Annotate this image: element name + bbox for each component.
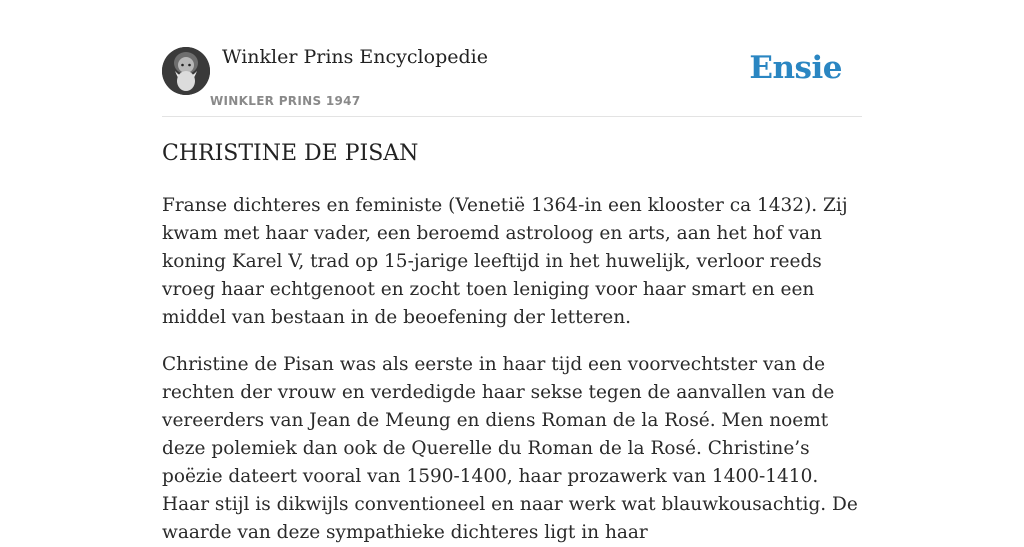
source-subtitle[interactable]: WINKLER PRINS 1947 bbox=[210, 94, 361, 108]
site-title[interactable]: Winkler Prins Encyclopedie bbox=[222, 46, 488, 68]
bearded-man-portrait-icon[interactable] bbox=[162, 47, 210, 95]
article-title: CHRISTINE DE PISAN bbox=[162, 141, 419, 166]
brand-logo[interactable]: Ensie bbox=[749, 50, 842, 86]
article-paragraph: Christine de Pisan was als eerste in haar tijd een voorvechtster van de rechten der vrouw en verdedigde haar sekse tegen de aanvallen van de vereerders van Jean de Meung en diens Roman de la Rosé. Men noemt deze polemiek dan ook de Querelle du Roman de la Rosé. Christine’s poëzie dateert vooral van 1590-1400, haar prozawerk van 1400-1410. Haar stijl is dikwijls conventioneel en naar werk wat blauwkousachtig. De waarde van deze sympathieke dichteres ligt in haar bbox=[162, 354, 858, 543]
page bbox=[162, 0, 862, 543]
article-paragraph: Franse dichteres en feministe (Venetië 1364-in een klooster ca 1432). Zij kwam met haar vader, een beroemd astroloog en arts, aan het hof van koning Karel V, trad op 15-jarige leeftijd in het huwelijk, verloor reeds vroeg haar echtgenoot en zocht toen leniging voor haar smart en een middel van bestaan in de beoefening der letteren. bbox=[162, 195, 848, 328]
site-header bbox=[162, 0, 862, 117]
